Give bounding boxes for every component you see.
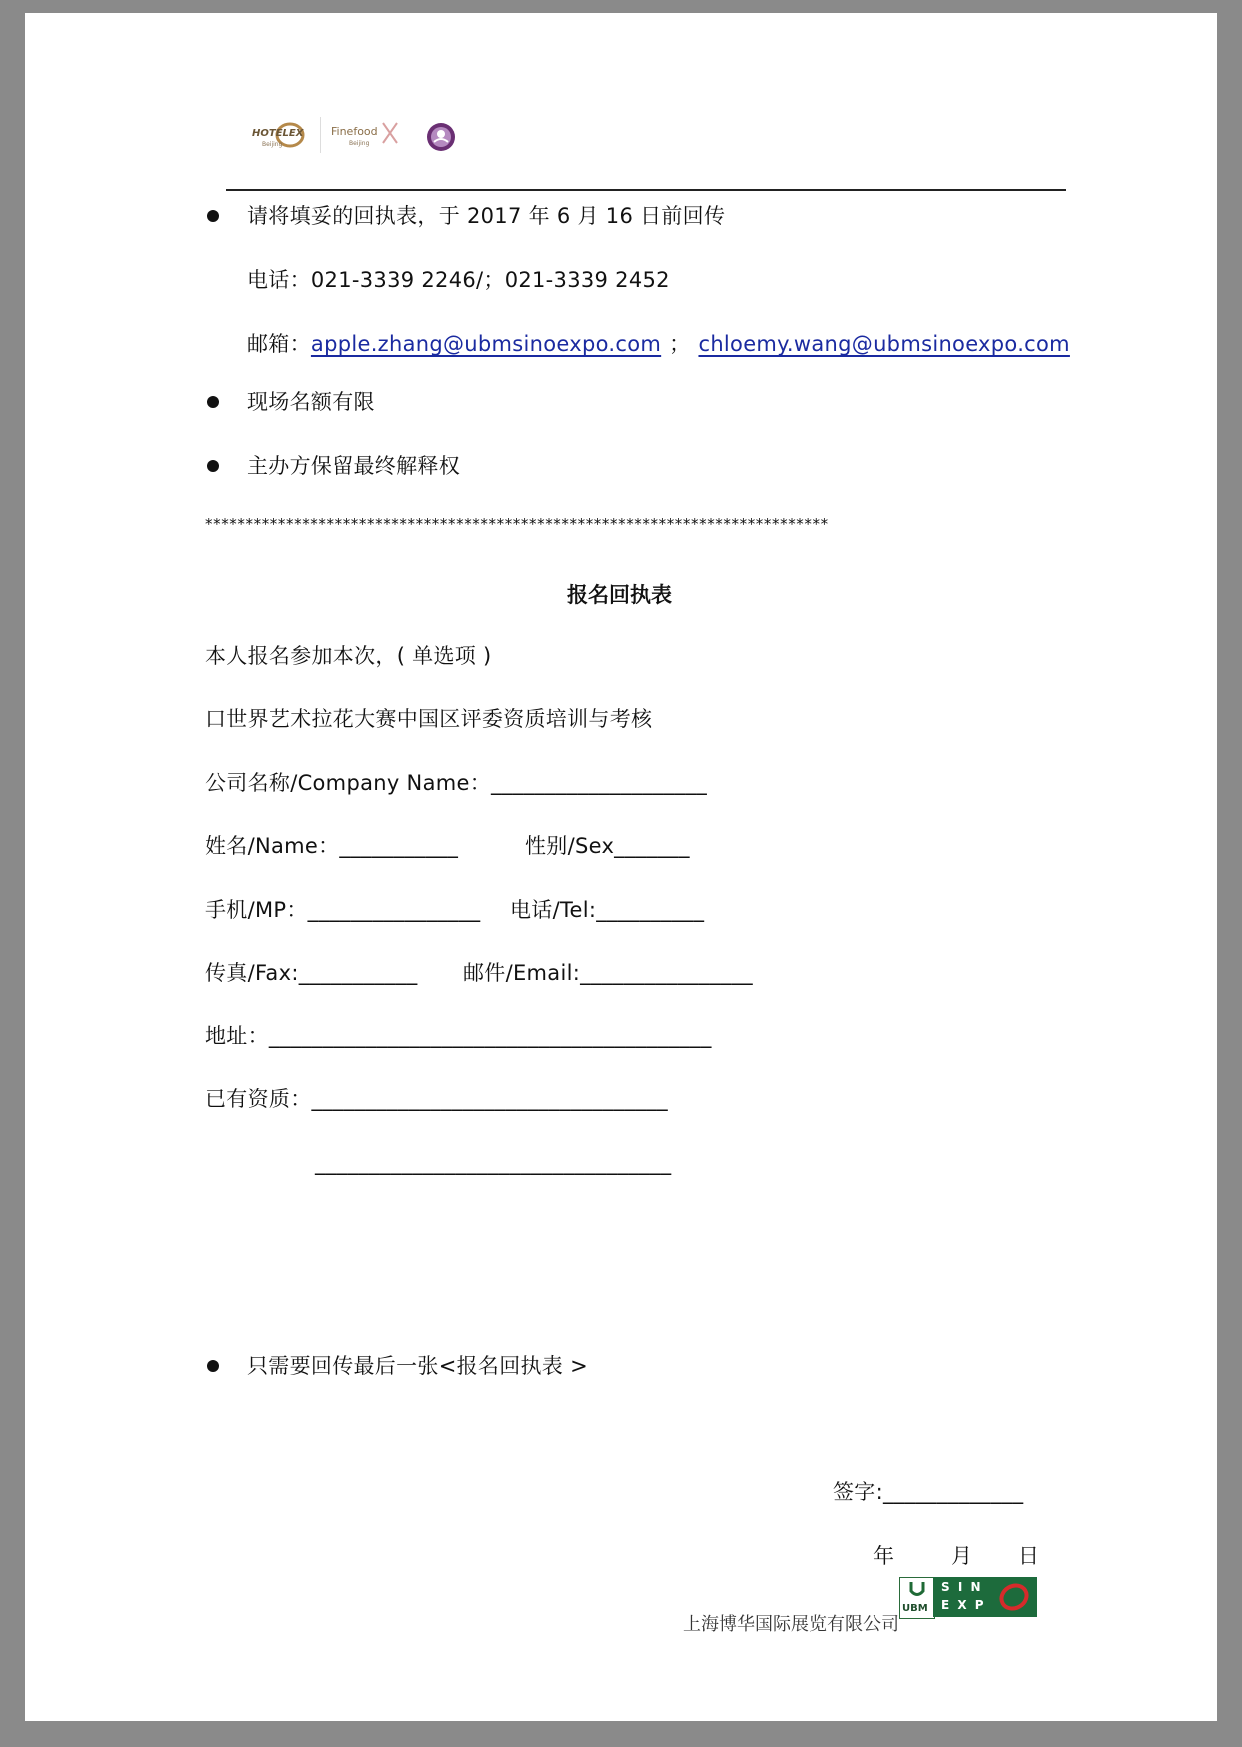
final-note-text: 只需要回传最后一张<报名回执表 >: [247, 1354, 588, 1378]
finefood-logo-sub: Beijing: [349, 140, 370, 147]
footer-company-name: 上海博华国际展览有限公司: [683, 1614, 899, 1635]
sino-bottom-text: E X P: [941, 1598, 986, 1612]
limited-text: 现场名额有限: [247, 390, 375, 414]
form-title: 报名回执表: [567, 583, 672, 607]
finefood-logo: [331, 119, 401, 153]
email-link-2[interactable]: chloemy.wang@ubmsinoexpo.com: [698, 332, 1070, 356]
rights-text: 主办方保留最终解释权: [247, 454, 460, 478]
name-field[interactable]: 姓名/Name：___________: [205, 834, 459, 858]
return-deadline-text: 请将填妥的回执表，于 2017 年 6 月 16 日前回传: [247, 204, 726, 228]
form-intro: 本人报名参加本次，( 单选项 ): [205, 644, 492, 668]
signature-field[interactable]: 签字:_____________: [833, 1480, 1024, 1504]
ubm-sinoexpo-logo: [899, 1577, 1037, 1617]
sinoexpo-ring-icon: [997, 1582, 1031, 1612]
email-field[interactable]: 邮件/Email:________________: [463, 961, 753, 985]
date-year-label: 年: [873, 1544, 895, 1568]
email-link-1[interactable]: apple.zhang@ubmsinoexpo.com: [310, 332, 662, 356]
option-checkbox-label[interactable]: 口世界艺术拉花大赛中国区评委资质培训与考核: [205, 707, 653, 731]
finefood-logo-text: Finefood: [331, 125, 378, 138]
address-field[interactable]: 地址：_________________________________________: [205, 1024, 712, 1048]
hotelex-logo: [250, 119, 310, 153]
ubm-logo-block: [899, 1577, 935, 1619]
mobile-field[interactable]: 手机/MP：________________: [205, 898, 481, 922]
date-month-label: 月: [951, 1544, 973, 1568]
email-separator: ；: [669, 332, 691, 356]
sinoexpo-block: [933, 1577, 1037, 1617]
email-label: 邮箱：: [247, 332, 311, 356]
separator-line: *****************************************************************************: [205, 515, 829, 533]
date-day-label: 日: [1018, 1544, 1040, 1568]
ubm-text: UBM: [902, 1603, 928, 1614]
sino-top-text: S I N: [941, 1580, 983, 1594]
bullet-icon: [207, 460, 219, 472]
qualification-field-line2[interactable]: _________________________________: [315, 1151, 672, 1175]
sex-field[interactable]: 性别/Sex_______: [525, 834, 690, 858]
bullet-icon: [207, 210, 219, 222]
bullet-icon: [207, 396, 219, 408]
email-line: [247, 331, 1070, 357]
event-emblem-icon: [426, 122, 456, 152]
ubm-emblem-icon: [909, 1580, 925, 1598]
bullet-icon: [207, 1360, 219, 1372]
header-rule: [226, 189, 1066, 191]
qualification-field[interactable]: 已有资质：_________________________________: [205, 1087, 668, 1111]
finefood-x-icon: [381, 121, 399, 145]
document-page: [25, 13, 1217, 1721]
phone-text: 电话：021-3339 2246/；021-3339 2452: [247, 268, 670, 292]
company-name-field[interactable]: 公司名称/Company Name：____________________: [205, 771, 708, 795]
fax-field[interactable]: 传真/Fax:___________: [205, 961, 418, 985]
tel-field[interactable]: 电话/Tel:__________: [510, 898, 705, 922]
hotelex-logo-sub: Beijing: [262, 141, 283, 148]
hotelex-logo-text: HOTELEX: [252, 128, 304, 139]
logo-divider: [320, 117, 321, 153]
